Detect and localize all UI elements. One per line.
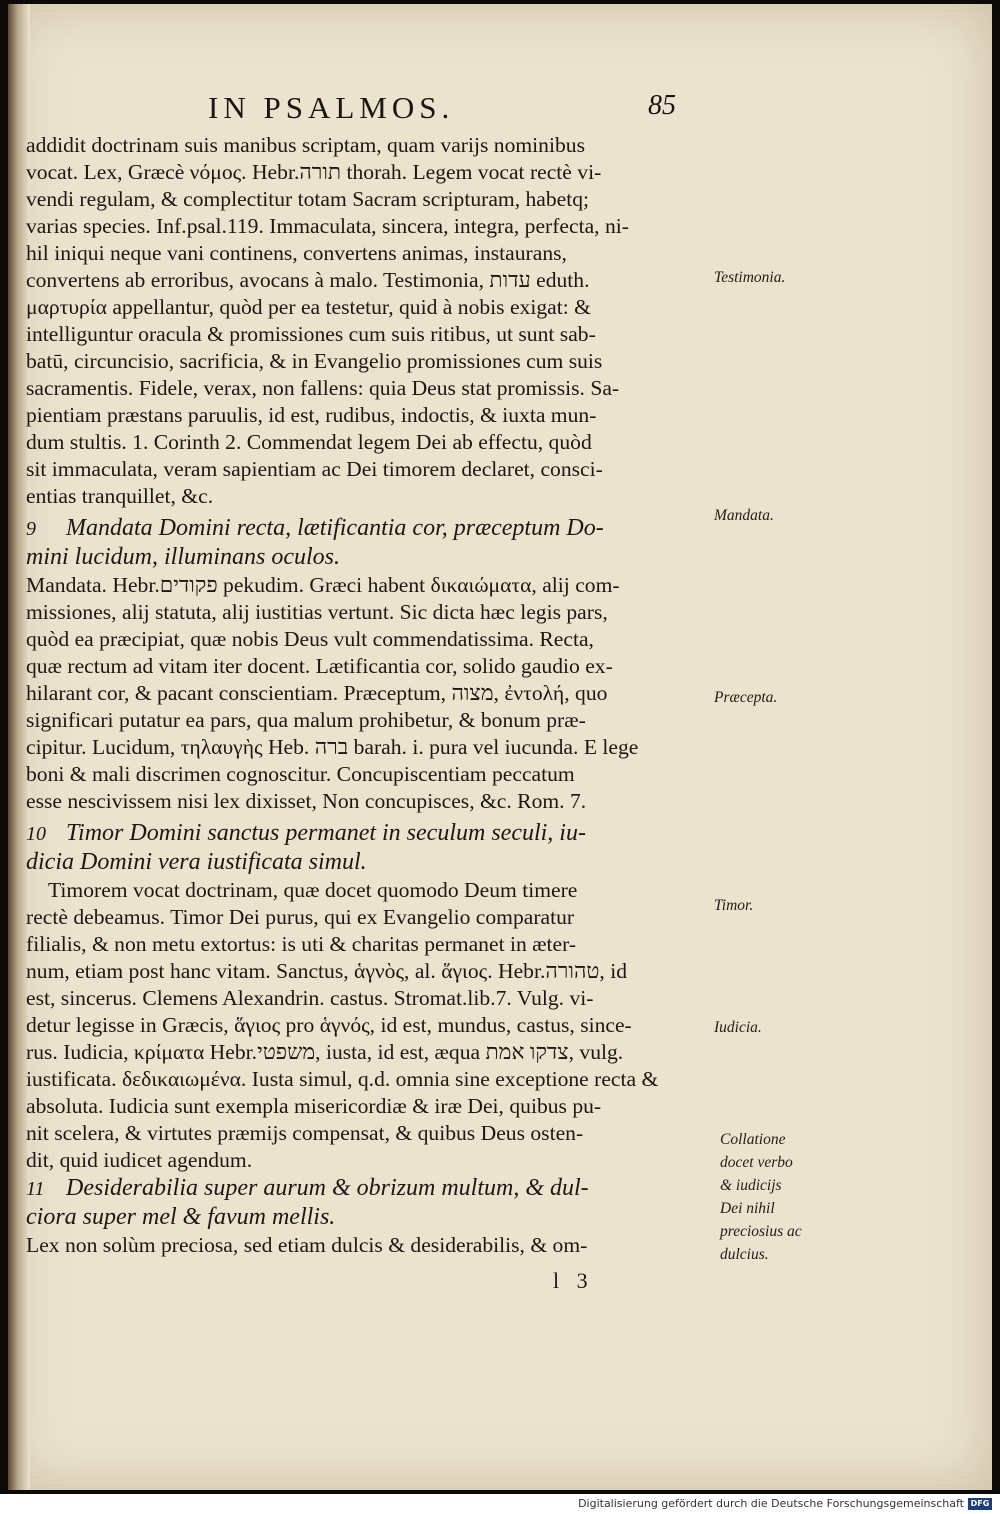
text-line: significari putatur ea pars, qua malum prohibetur, & bonum præ- xyxy=(26,708,586,732)
text-line: Mandata. Hebr.פקודים pekudim. Græci habent δικαιώματα, alij com- xyxy=(26,573,620,597)
verse-text: Mandata Domini recta, lætificantia cor, præceptum Do- xyxy=(66,515,604,541)
verse-text: Timor Domini sanctus permanet in seculum seculi, iu- xyxy=(66,820,586,846)
verse-number: 10 xyxy=(26,823,46,845)
verse-10 xyxy=(26,819,711,877)
margin-note-line: Collatione xyxy=(720,1131,786,1148)
commentary-block-c xyxy=(26,877,711,1174)
text-line: Timorem vocat doctrinam, quæ docet quomodo Deum timere xyxy=(48,878,578,902)
text-line: sit immaculata, veram sapientiam ac Dei timorem declaret, consci- xyxy=(26,457,603,481)
verse-line: mini lucidum, illuminans oculos. xyxy=(26,544,340,570)
margin-note-line: & iudicijs xyxy=(720,1177,782,1194)
margin-note-collatione xyxy=(720,1128,840,1266)
text-line: dit, quid iudicet agendum. xyxy=(26,1148,253,1172)
signature-mark: l 3 xyxy=(553,1268,594,1293)
commentary-block-a xyxy=(26,132,711,510)
verse-text: Desiderabilia super aurum & obrizum multum, & dul- xyxy=(66,1175,589,1201)
verse-number: 9 xyxy=(26,518,36,540)
text-line: rus. Iudicia, κρίματα Hebr.משפטי, iusta, id est, æqua צדקו אמת, vulg. xyxy=(26,1040,624,1064)
text-line: dum stultis. 1. Corinth 2. Commendat legem Dei ab effectu, quòd xyxy=(26,430,592,454)
text-line: μαρτυρία appellantur, quòd per ea testetur, quid à nobis exigat: & xyxy=(26,295,591,319)
text-line: hil iniqui neque vani continens, convertens animas, instaurans, xyxy=(26,241,567,265)
dfg-logo-icon: DFG xyxy=(968,1498,992,1510)
margin-note-line: dulcius. xyxy=(720,1246,769,1263)
verse-11 xyxy=(26,1174,711,1232)
commentary-block-b xyxy=(26,572,711,815)
margin-note-line: docet verbo xyxy=(720,1154,793,1171)
verse-line xyxy=(26,819,711,848)
text-line: convertens ab erroribus, avocans à malo. Testimonia, עדות eduth. xyxy=(26,268,590,292)
verse-line xyxy=(26,514,711,543)
text-line: missiones, alij statuta, alij iustitias vertunt. Sic dicta hæc legis pars, xyxy=(26,600,608,624)
verse-line: ciora super mel & favum mellis. xyxy=(26,1204,336,1230)
text-line: absoluta. Iudicia sunt exempla misericordiæ & iræ Dei, quibus pu- xyxy=(26,1094,602,1118)
book-page xyxy=(8,4,992,1490)
text-line: pientiam præstans paruulis, id est, rudibus, indoctis, & iuxta mun- xyxy=(26,403,597,427)
text-line: iustificata. δεδικαιωμένα. Iusta simul, q.d. omnia sine exceptione recta & xyxy=(26,1067,659,1091)
text-line: nit scelera, & virtutes præmijs compensat, & quibus Deus osten- xyxy=(26,1121,584,1145)
text-line: esse nescivissem nisi lex dixisset, Non concupisces, &c. Rom. 7. xyxy=(26,789,587,813)
margin-note-mandata: Mandata. xyxy=(714,507,774,524)
margin-note-praecepta: Præcepta. xyxy=(714,689,778,706)
text-line: vocat. Lex, Græcè νόμος. Hebr.תורה thorah. Legem vocat rectè vi- xyxy=(26,160,602,184)
verse-9 xyxy=(26,514,711,572)
text-line: entias tranquillet, &c. xyxy=(26,484,214,508)
running-head: IN PSALMOS. xyxy=(208,90,455,125)
text-line: num, etiam post hanc vitam. Sanctus, ἁγνὸς, al. ἅγιος. Hebr.טהורה, id xyxy=(26,959,628,983)
margin-note-testimonia: Testimonia. xyxy=(714,269,786,286)
text-line: detur legisse in Græcis, ἅγιος pro ἁγνός, id est, mundus, castus, since- xyxy=(26,1013,632,1037)
verse-line xyxy=(26,1174,711,1203)
digitization-credit xyxy=(578,1497,992,1510)
verse-number: 11 xyxy=(26,1178,45,1200)
verse-line: dicia Domini vera iustificata simul. xyxy=(26,849,367,875)
page-number: 85 xyxy=(648,90,676,121)
text-line: quæ rectum ad vitam iter docent. Lætificantia cor, solido gaudio ex- xyxy=(26,654,613,678)
text-line: est, sincerus. Clemens Alexandrin. castus. Stromat.lib.7. Vulg. vi- xyxy=(26,986,594,1010)
text-line: Lex non solùm preciosa, sed etiam dulcis & desiderabilis, & om- xyxy=(26,1233,588,1257)
text-line: hilarant cor, & pacant conscientiam. Præceptum, מצוה, ἐντολή, quo xyxy=(26,681,608,705)
text-line: varias species. Inf.psal.119. Immaculata, sincera, integra, perfecta, ni- xyxy=(26,214,629,238)
text-line: batū, circuncisio, sacrificia, & in Evangelio promissiones cum suis xyxy=(26,349,603,373)
text-line: rectè debeamus. Timor Dei purus, qui ex Evangelio comparatur xyxy=(26,905,575,929)
text-line: vendi regulam, & complectitur totam Sacram scripturam, habetq; xyxy=(26,187,590,211)
text-line: addidit doctrinam suis manibus scriptam, quam varijs nominibus xyxy=(26,133,585,157)
page-header xyxy=(8,90,992,130)
text-line: quòd ea præcipiat, quæ nobis Deus vult commendatissima. Recta, xyxy=(26,627,594,651)
text-line: sacramentis. Fidele, verax, non fallens: quia Deus stat promissis. Sa- xyxy=(26,376,620,400)
credit-text: Digitalisierung gefördert durch die Deutsche Forschungsgemeinschaft xyxy=(578,1497,964,1510)
text-line: cipitur. Lucidum, τηλαυγὴς Heb. ברה barah. i. pura vel iucunda. E lege xyxy=(26,735,639,759)
text-line: intelliguntur oracula & promissiones cum suis ritibus, ut sunt sab- xyxy=(26,322,596,346)
margin-note-iudicia: Iudicia. xyxy=(714,1019,762,1036)
main-text-block xyxy=(26,132,711,1259)
margin-note-line: preciosius ac xyxy=(720,1223,802,1240)
commentary-block-d xyxy=(26,1232,711,1259)
margin-note-line: Dei nihil xyxy=(720,1200,775,1217)
margin-note-timor: Timor. xyxy=(714,897,754,914)
text-line: boni & mali discrimen cognoscitur. Concupiscentiam peccatum xyxy=(26,762,575,786)
text-line: filialis, & non metu extortus: is uti & charitas permanet in æter- xyxy=(26,932,577,956)
